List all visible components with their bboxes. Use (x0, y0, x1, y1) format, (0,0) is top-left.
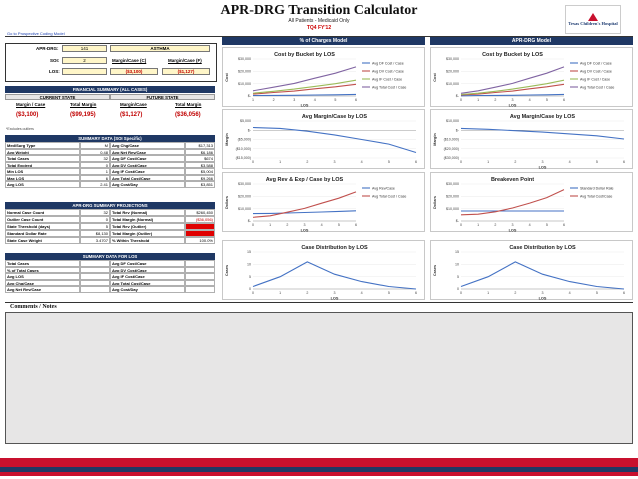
aprdrg-model-header: APR-DRG Model (430, 37, 633, 45)
fin-col-2: Total Margin (70, 102, 97, 107)
x-tick-label: 4 (528, 223, 531, 227)
chart-5 (222, 172, 425, 232)
row-value: 32 (80, 209, 110, 216)
y-axis-label: Margin (225, 133, 229, 146)
legend-entry: Avg DV Cost / Case (580, 69, 612, 74)
y-tick-label: 15 (247, 250, 251, 255)
y-tick-label: $- (247, 219, 251, 224)
legend-entry: Avg Total Cost/Case (580, 194, 613, 199)
x-tick-label: 4 (528, 98, 531, 102)
x-tick-label: 1 (487, 291, 490, 295)
row-label: Total Margin (Outlier) (110, 230, 185, 237)
aprdrg-label: APR-DRG: (36, 46, 59, 51)
chart-svg (223, 241, 426, 301)
row-label: State Threshold (days) (5, 223, 80, 230)
row-label: Total Margin (Normal) (110, 216, 185, 223)
los-label: LOS: (49, 69, 60, 74)
row-label: Avg Weight (5, 149, 80, 156)
row-value: M (80, 142, 110, 149)
x-tick-label: 1 (279, 160, 282, 164)
series-line-1 (253, 94, 356, 95)
los-summary-header: SUMMARY DATA FOR LOS (5, 253, 215, 260)
row-value: 5 (80, 223, 110, 230)
legend-entry: Avg IF Cost / Case (372, 77, 403, 82)
x-tick-label: 1 (252, 98, 254, 102)
row-label: Total Cases (5, 155, 80, 162)
legend-entry: Avg Total Cost / Case (372, 85, 407, 90)
row-label: Min LOS (5, 168, 80, 175)
x-tick-label: 6 (415, 291, 417, 295)
legend-entry: Avg DF Cost / Case (372, 61, 404, 66)
chart-title: Avg Margin/Case by LOS (509, 114, 576, 120)
margin-case-f-label: Margin/Case (F) (168, 58, 202, 63)
row-label: Avg LOS (5, 273, 80, 280)
y-axis-label: Cost (225, 73, 229, 82)
charges-model-header: % of Charges Model (222, 37, 425, 45)
row-label: Avg IF Cost/Case (110, 273, 185, 280)
x-tick-label: 5 (387, 160, 390, 164)
row-label: Standard Dollar Rate (5, 230, 80, 237)
x-axis-label: LOS (300, 103, 309, 108)
x-tick-label: 6 (623, 160, 625, 164)
legend-entry: Avg Rev/Case (372, 186, 395, 191)
row-label: Avg IF Cost/Case (110, 168, 185, 175)
x-tick-label: 1 (487, 160, 490, 164)
row-value: ($36,056) (185, 216, 215, 223)
x-tick-label: 5 (545, 223, 548, 227)
x-tick-label: 0 (252, 223, 254, 227)
y-tick-label: $- (455, 94, 459, 99)
chart-title: Cost by Bucket by LOS (482, 52, 543, 58)
chart-svg (431, 173, 634, 233)
fin-note: *Excludes outliers (6, 127, 34, 131)
row-value: 0.48 (80, 149, 110, 156)
row-value: $8,130 (80, 230, 110, 237)
x-tick-label: 5 (334, 98, 337, 102)
y-tick-label: $10,000 (446, 119, 459, 124)
x-axis-label: LOS (508, 103, 517, 108)
y-tick-label: $30,000 (446, 57, 459, 62)
y-tick-label: ($10,000) (235, 146, 251, 151)
row-value: $0 (185, 230, 215, 237)
series-line-1 (253, 262, 416, 289)
row-label: Avg Net Rev/Case (5, 286, 80, 293)
row-value: $17,313 (185, 142, 215, 149)
y-tick-label: 0 (249, 287, 251, 292)
x-axis-label: LOS (538, 296, 547, 301)
series-line-2 (253, 84, 356, 94)
chart-2 (430, 47, 633, 107)
row-value: $9,266 (185, 175, 215, 182)
x-tick-label: 1 (477, 223, 480, 227)
footer-stripe-red (0, 458, 638, 467)
x-tick-label: 4 (320, 223, 323, 227)
row-label: Avg Cost/Day (110, 181, 185, 188)
x-tick-label: 4 (360, 160, 363, 164)
x-tick-label: 0 (252, 160, 254, 164)
x-tick-label: 0 (460, 291, 462, 295)
x-tick-label: 6 (355, 98, 357, 102)
x-tick-label: 6 (563, 98, 565, 102)
soi-label: SOI: (50, 58, 60, 63)
star-icon (588, 13, 598, 21)
x-tick-label: 3 (541, 160, 544, 164)
x-tick-label: 2 (272, 98, 275, 102)
chart-7 (222, 240, 425, 300)
row-value: $6,186 (185, 149, 215, 156)
legend-entry: Avg Total Cost / Case (580, 85, 615, 90)
chart-svg (223, 48, 426, 108)
series-line-1 (461, 128, 624, 139)
x-axis-label: LOS (508, 228, 517, 233)
row-label: Total Rev (Outlier) (110, 223, 185, 230)
prospective-coding-link[interactable]: Go to Prospective Coding Model (7, 31, 65, 36)
chart-svg (431, 241, 634, 301)
y-tick-label: 0 (457, 287, 459, 292)
y-axis-label: Cases (433, 264, 437, 277)
x-axis-label: LOS (538, 165, 547, 170)
y-tick-label: 10 (247, 262, 251, 267)
x-tick-label: 2 (306, 160, 309, 164)
fin-col-3: Margin/Case (120, 102, 147, 107)
y-axis-label: Margin (433, 133, 437, 146)
y-tick-label: 5 (249, 274, 251, 279)
y-tick-label: $20,000 (446, 194, 459, 199)
financial-summary-header: FINANCIAL SUMMARY (ALL CASES) (5, 86, 215, 93)
chart-3 (222, 109, 425, 169)
row-value: 2.41 (80, 181, 110, 188)
row-label: Avg Chg/Case (110, 142, 185, 149)
row-label: Avg DF Cost/Case (110, 155, 185, 162)
chart-4 (430, 109, 633, 169)
row-label: State Case Weight (5, 237, 80, 244)
x-tick-label: 6 (415, 160, 417, 164)
y-tick-label: $10,000 (238, 81, 251, 86)
series-line-1 (461, 262, 624, 289)
comments-textarea[interactable] (5, 312, 633, 444)
row-label: Total Cases (5, 260, 80, 267)
row-value (80, 286, 110, 293)
chart-8 (430, 240, 633, 300)
footer-stripe-red-2 (0, 472, 638, 476)
future-state-header: FUTURE STATE (110, 94, 215, 100)
row-value: 0 (80, 216, 110, 223)
chart-svg (223, 173, 426, 233)
row-label: Max LOS (5, 175, 80, 182)
x-tick-label: 6 (563, 223, 565, 227)
y-axis-label: Dollars (433, 196, 437, 209)
x-tick-label: 0 (460, 223, 462, 227)
x-tick-label: 6 (355, 223, 357, 227)
x-tick-label: 1 (477, 98, 480, 102)
x-tick-label: 4 (568, 291, 571, 295)
series-line-1 (253, 211, 356, 214)
aprdrg-input[interactable]: 141 (62, 45, 107, 52)
row-value: 6 (80, 175, 110, 182)
x-tick-label: 2 (286, 223, 289, 227)
y-tick-label: 15 (455, 250, 459, 255)
x-tick-label: 5 (595, 291, 598, 295)
y-tick-label: ($20,000) (443, 146, 459, 151)
row-label: Avg DF Cost/Case (110, 260, 185, 267)
soi-input[interactable]: 2 (62, 57, 107, 64)
row-label: Outlier Case Count (5, 216, 80, 223)
row-label: Avg DV Cost/Case (110, 162, 185, 169)
fin-val-2: ($99,195) (70, 112, 96, 118)
row-label: % Within Threshold (110, 237, 185, 244)
row-value: $674 (185, 155, 215, 162)
x-tick-label: 3 (333, 291, 336, 295)
x-tick-label: 3 (511, 98, 514, 102)
period-label: TQ4 FY'12 (306, 25, 332, 31)
legend-entry: Standard Dollar Rate (580, 186, 614, 191)
y-axis-label: Cases (225, 264, 229, 277)
x-tick-label: 5 (387, 291, 390, 295)
x-tick-label: 3 (293, 98, 296, 102)
y-tick-label: $30,000 (238, 182, 251, 187)
row-label: % of Total Cases (5, 267, 80, 274)
row-label: Avg Chg/Case (5, 280, 80, 287)
chart-title: Case Distribution by LOS (509, 245, 576, 251)
x-tick-label: 0 (460, 160, 462, 164)
x-axis-label: LOS (330, 296, 339, 301)
chart-title: Avg Margin/Case by LOS (301, 114, 368, 120)
row-value: 3.4707 (80, 237, 110, 244)
chart-1 (222, 47, 425, 107)
row-value: $260,450 (185, 209, 215, 216)
y-tick-label: $20,000 (446, 69, 459, 74)
chart-svg (431, 48, 634, 108)
row-label: Avg Total Cost/Case (110, 280, 185, 287)
x-tick-label: 1 (279, 291, 282, 295)
row-value: $3,851 (185, 181, 215, 188)
row-label: Normal Case Count (5, 209, 80, 216)
y-tick-label: ($15,000) (235, 156, 251, 161)
y-tick-label: 10 (455, 262, 459, 267)
series-line-3 (461, 80, 564, 94)
x-tick-label: 0 (460, 98, 462, 102)
y-tick-label: $- (455, 128, 459, 133)
drg-name-field: ASTHMA (110, 45, 210, 52)
row-value: $5,004 (185, 168, 215, 175)
chart-title: Cost by Bucket by LOS (274, 52, 335, 58)
row-label: Total Expired (5, 162, 80, 169)
legend-entry: Avg DV Cost / Case (372, 69, 404, 74)
legend-entry: Avg IF Cost / Case (580, 77, 611, 82)
fin-val-4: ($36,056) (175, 112, 201, 118)
row-value: 0 (80, 162, 110, 169)
x-tick-label: 4 (360, 291, 363, 295)
y-tick-label: $30,000 (238, 57, 251, 62)
x-tick-label: 2 (306, 291, 309, 295)
y-tick-label: $- (247, 128, 251, 133)
comments-divider (5, 302, 633, 303)
chart-title: Avg Rev & Exp / Case by LOS (265, 177, 344, 183)
row-label: Total Rev (Normal) (110, 209, 185, 216)
y-tick-label: $5,000 (240, 119, 251, 124)
y-tick-label: ($10,000) (443, 137, 459, 142)
margin-case-c-label: Margin/Case (C) (112, 58, 147, 63)
x-tick-label: 6 (623, 291, 625, 295)
x-tick-label: 5 (595, 160, 598, 164)
x-tick-label: 0 (252, 291, 254, 295)
fin-col-1: Margin / Case (16, 102, 46, 107)
y-tick-label: 5 (457, 274, 459, 279)
fin-val-1: ($3,100) (16, 112, 39, 118)
x-tick-label: 3 (303, 223, 306, 227)
x-tick-label: 2 (494, 98, 497, 102)
row-label: Avg Cost/Day (110, 286, 185, 293)
los-input[interactable] (62, 68, 107, 75)
chart-title: Case Distribution by LOS (301, 245, 368, 251)
x-tick-label: 5 (545, 98, 548, 102)
row-label: Avg Total Cost/Case (110, 175, 185, 182)
x-tick-label: 3 (333, 160, 336, 164)
fin-col-4: Total Margin (175, 102, 202, 107)
y-tick-label: $10,000 (446, 206, 459, 211)
chart-svg (431, 110, 634, 170)
row-label: Avg LOS (5, 181, 80, 188)
y-tick-label: ($30,000) (443, 156, 459, 161)
x-tick-label: 2 (514, 160, 517, 164)
hospital-logo (565, 5, 621, 34)
current-state-header: CURRENT STATE (5, 94, 110, 100)
x-tick-label: 2 (514, 291, 517, 295)
x-axis-label: LOS (300, 228, 309, 233)
x-tick-label: 4 (568, 160, 571, 164)
row-value: 100.0% (185, 237, 215, 244)
comments-title: Comments / Notes (10, 304, 57, 310)
row-value: 1 (80, 168, 110, 175)
legend-entry: Avg DF Cost / Case (580, 61, 612, 66)
y-axis-label: Dollars (225, 196, 229, 209)
soi-summary-header: SUMMARY DATA (SOI Specific) (5, 135, 215, 142)
y-tick-label: $- (455, 219, 459, 224)
y-tick-label: $20,000 (238, 69, 251, 74)
fin-val-3: ($1,127) (120, 112, 143, 118)
chart-svg (223, 110, 426, 170)
row-value (185, 286, 215, 293)
y-tick-label: ($5,000) (237, 137, 251, 142)
y-tick-label: $- (247, 94, 251, 99)
row-label: Avg Net Rev/Case (110, 149, 185, 156)
row-label: Med/Surg Type (5, 142, 80, 149)
row-value: $0 (185, 223, 215, 230)
y-axis-label: Cost (433, 73, 437, 82)
x-tick-label: 3 (511, 223, 514, 227)
x-tick-label: 3 (541, 291, 544, 295)
legend-entry: Avg Total Cost / Case (372, 194, 407, 199)
projections-header: APR-DRG SUMMARY PROJECTIONS (5, 202, 215, 209)
y-tick-label: $20,000 (238, 194, 251, 199)
chart-title: Breakeven Point (490, 177, 535, 183)
x-tick-label: 1 (269, 223, 272, 227)
x-tick-label: 2 (494, 223, 497, 227)
chart-6 (430, 172, 633, 232)
row-value: 32 (80, 155, 110, 162)
x-tick-label: 5 (337, 223, 340, 227)
page-subtitle: All Patients - Medicaid Only (288, 18, 350, 24)
y-tick-label: $30,000 (446, 182, 459, 187)
margin-case-f-value: ($1,127) (162, 68, 210, 75)
logo-text: Texas Children's Hospital (568, 20, 618, 26)
margin-case-c-value: ($3,100) (110, 68, 158, 75)
y-tick-label: $10,000 (238, 206, 251, 211)
row-value: $3,588 (185, 162, 215, 169)
x-tick-label: 4 (313, 98, 316, 102)
y-tick-label: $10,000 (446, 81, 459, 86)
row-label: Avg DV Cost/Case (110, 267, 185, 274)
page-title: APR-DRG Transition Calculator (220, 3, 418, 18)
